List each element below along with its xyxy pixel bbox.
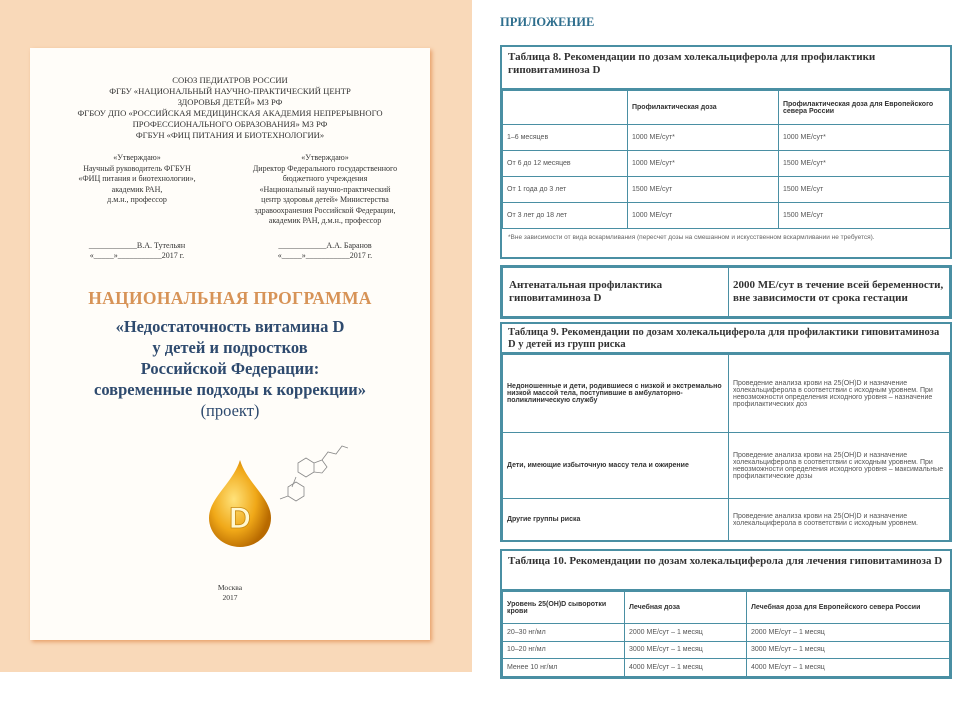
- table-cell: Дети, имеющие избыточную массу тела и ожирение: [503, 433, 729, 499]
- table-cell: 1500 МЕ/сут: [628, 177, 779, 203]
- table-row: [503, 433, 950, 499]
- cover-page: [30, 48, 430, 640]
- approval-line: «ФИЦ питания и биотехнологии»,: [78, 174, 196, 183]
- table-header: Лечебная доза: [625, 592, 747, 624]
- table-cell: Проведение анализа крови на 25(OH)D и назначение холекальциферола в соответствии с исходным уровнем. При невозможности определения исходного уровня – максимальные профилактические дозы: [729, 433, 950, 499]
- approval-line: Научный руководитель ФГБУН: [83, 163, 191, 173]
- org-line: ФГБУ «НАЦИОНАЛЬНЫЙ НАУЧНО-ПРАКТИЧЕСКИЙ ЦЕНТР: [109, 86, 351, 96]
- table-header: Лечебная доза для Европейского севера России: [747, 592, 950, 624]
- table-title: Таблица 9. Рекомендации по дозам холекальциферола для профилактики гиповитаминоза D у детей из групп риска: [502, 324, 950, 354]
- table-cell: 1000 МЕ/сут*: [628, 125, 779, 151]
- signature-date: «_____»___________2017 г.: [277, 251, 373, 260]
- signature-left: [42, 241, 232, 261]
- program-heading: НАЦИОНАЛЬНАЯ ПРОГРАММА: [88, 288, 372, 308]
- table-9: [500, 322, 952, 542]
- table-cell: 10–20 нг/мл: [503, 641, 625, 659]
- table-row: [503, 203, 950, 229]
- table-header: [503, 91, 628, 125]
- table-cell: 1–6 месяцев: [503, 125, 628, 151]
- title-line: «Недостаточность витамина D: [115, 317, 345, 336]
- org-line: ЗДОРОВЬЯ ДЕТЕЙ» МЗ РФ: [177, 97, 283, 107]
- table-cell: 4000 МЕ/сут – 1 месяц: [625, 659, 747, 677]
- molecule-structure-icon: [278, 433, 348, 513]
- table-cell: 2000 МЕ/сут – 1 месяц: [747, 624, 950, 642]
- vitamin-d-drop-icon: [205, 458, 275, 548]
- table-title: Таблица 8. Рекомендации по дозам холекальциферола для профилактики гиповитаминоза D: [502, 47, 950, 90]
- table-10: [500, 549, 952, 679]
- approval-line: академик РАН, д.м.н., профессор: [268, 216, 382, 225]
- table-row: [503, 355, 950, 433]
- table-header: Профилактическая доза для Европейского севера России: [779, 91, 950, 125]
- program-title: [30, 316, 430, 421]
- antenatal-label: Антенатальная профилактика гиповитаминоза D: [503, 268, 729, 317]
- table-cell: 1500 МЕ/сут: [779, 203, 950, 229]
- table-header: Профилактическая доза: [628, 91, 779, 125]
- publication-place: [30, 583, 430, 603]
- table-cell: Недоношенные и дети, родившиеся с низкой и экстремально низкой массой тела, поступившие в амбулаторно-поликлиническую службу: [503, 355, 729, 433]
- table-cell: Проведение анализа крови на 25(OH)D и назначение холекальциферола в соответствии с исходным уровнем. При невозможности определения исходного уровня – назначение профилактических доз: [729, 355, 950, 433]
- table-title: Таблица 10. Рекомендации по дозам холекальциферола для лечения гиповитаминоза D: [502, 551, 950, 591]
- table-cell: 1500 МЕ/сут*: [779, 151, 950, 177]
- approval-right: [230, 153, 420, 227]
- table-cell: От 6 до 12 месяцев: [503, 151, 628, 177]
- title-line: Российской Федерации:: [140, 359, 320, 378]
- approval-line: Директор Федерального государственного: [252, 163, 398, 173]
- table-cell: 20–30 нг/мл: [503, 624, 625, 642]
- approval-line: «Утверждаю»: [301, 153, 349, 162]
- approval-line: «Утверждаю»: [113, 153, 161, 162]
- table-row: [503, 125, 950, 151]
- organizations: [30, 75, 430, 141]
- antenatal-value: 2000 МЕ/сут в течение всей беременности, вне зависимости от срока гестации: [729, 268, 950, 317]
- table-8: [500, 45, 952, 259]
- approval-line: здравоохранения Российской Федерации,: [254, 205, 396, 215]
- table-cell: 1500 МЕ/сут: [779, 177, 950, 203]
- signature-date: «_____»___________2017 г.: [89, 251, 185, 260]
- table-cell: Другие группы риска: [503, 499, 729, 541]
- approval-line: академик РАН,: [111, 184, 163, 194]
- org-line: ПРОФЕССИОНАЛЬНОГО ОБРАЗОВАНИЯ» МЗ РФ: [132, 119, 328, 129]
- title-line: современные подходы к коррекции»: [94, 380, 366, 399]
- table-cell: От 3 лет до 18 лет: [503, 203, 628, 229]
- project-label: (проект): [200, 401, 260, 420]
- approval-line: бюджетного учреждения: [282, 174, 368, 183]
- org-line: СОЮЗ ПЕДИАТРОВ РОССИИ: [172, 75, 288, 85]
- org-line: ФГБУН «ФИЦ ПИТАНИЯ И БИОТЕХНОЛОГИИ»: [135, 130, 325, 140]
- signature-right: [230, 241, 420, 261]
- table-row: [503, 624, 950, 642]
- approval-left: [42, 153, 232, 206]
- table-row: [503, 499, 950, 541]
- org-line: ФГБОУ ДПО «РОССИЙСКАЯ МЕДИЦИНСКАЯ АКАДЕМИЯ НЕПРЕРЫВНОГО: [77, 108, 383, 118]
- svg-text:D: D: [229, 502, 251, 535]
- table-row: [503, 659, 950, 677]
- table-cell: Менее 10 нг/мл: [503, 659, 625, 677]
- table-cell: 1000 МЕ/сут: [628, 203, 779, 229]
- table-footnote: *Вне зависимости от вида вскармливания (пересчет дозы на смешанном и искусственном вскармливании не требуется).: [508, 234, 875, 241]
- approval-line: «Национальный научно-практический: [259, 184, 391, 194]
- table-cell: Проведение анализа крови на 25(OH)D и назначение холекальциферола в соответствии с исходным уровнем.: [729, 499, 950, 541]
- table-cell: 3000 МЕ/сут – 1 месяц: [747, 641, 950, 659]
- table-row: [503, 151, 950, 177]
- signature-line: ____________В.А. Тутельян: [88, 241, 186, 250]
- table-cell: 2000 МЕ/сут – 1 месяц: [625, 624, 747, 642]
- table-cell: От 1 года до 3 лет: [503, 177, 628, 203]
- table-row: [503, 177, 950, 203]
- table-cell: 1000 МЕ/сут*: [779, 125, 950, 151]
- appendix-heading: ПРИЛОЖЕНИЕ: [500, 15, 595, 29]
- approval-line: центр здоровья детей» Министерства: [261, 195, 389, 204]
- city: Москва: [217, 583, 243, 592]
- table-cell: 1000 МЕ/сут*: [628, 151, 779, 177]
- year: 2017: [222, 593, 238, 602]
- table-header: Уровень 25(OH)D сыворотки крови: [503, 592, 625, 624]
- table-cell: 4000 МЕ/сут – 1 месяц: [747, 659, 950, 677]
- approval-line: д.м.н., профессор: [107, 195, 167, 204]
- antenatal-box: [500, 265, 952, 319]
- title-line: у детей и подростков: [152, 338, 308, 357]
- table-row: [503, 641, 950, 659]
- signature-line: ____________А.А. Баранов: [278, 241, 372, 250]
- table-cell: 3000 МЕ/сут – 1 месяц: [625, 641, 747, 659]
